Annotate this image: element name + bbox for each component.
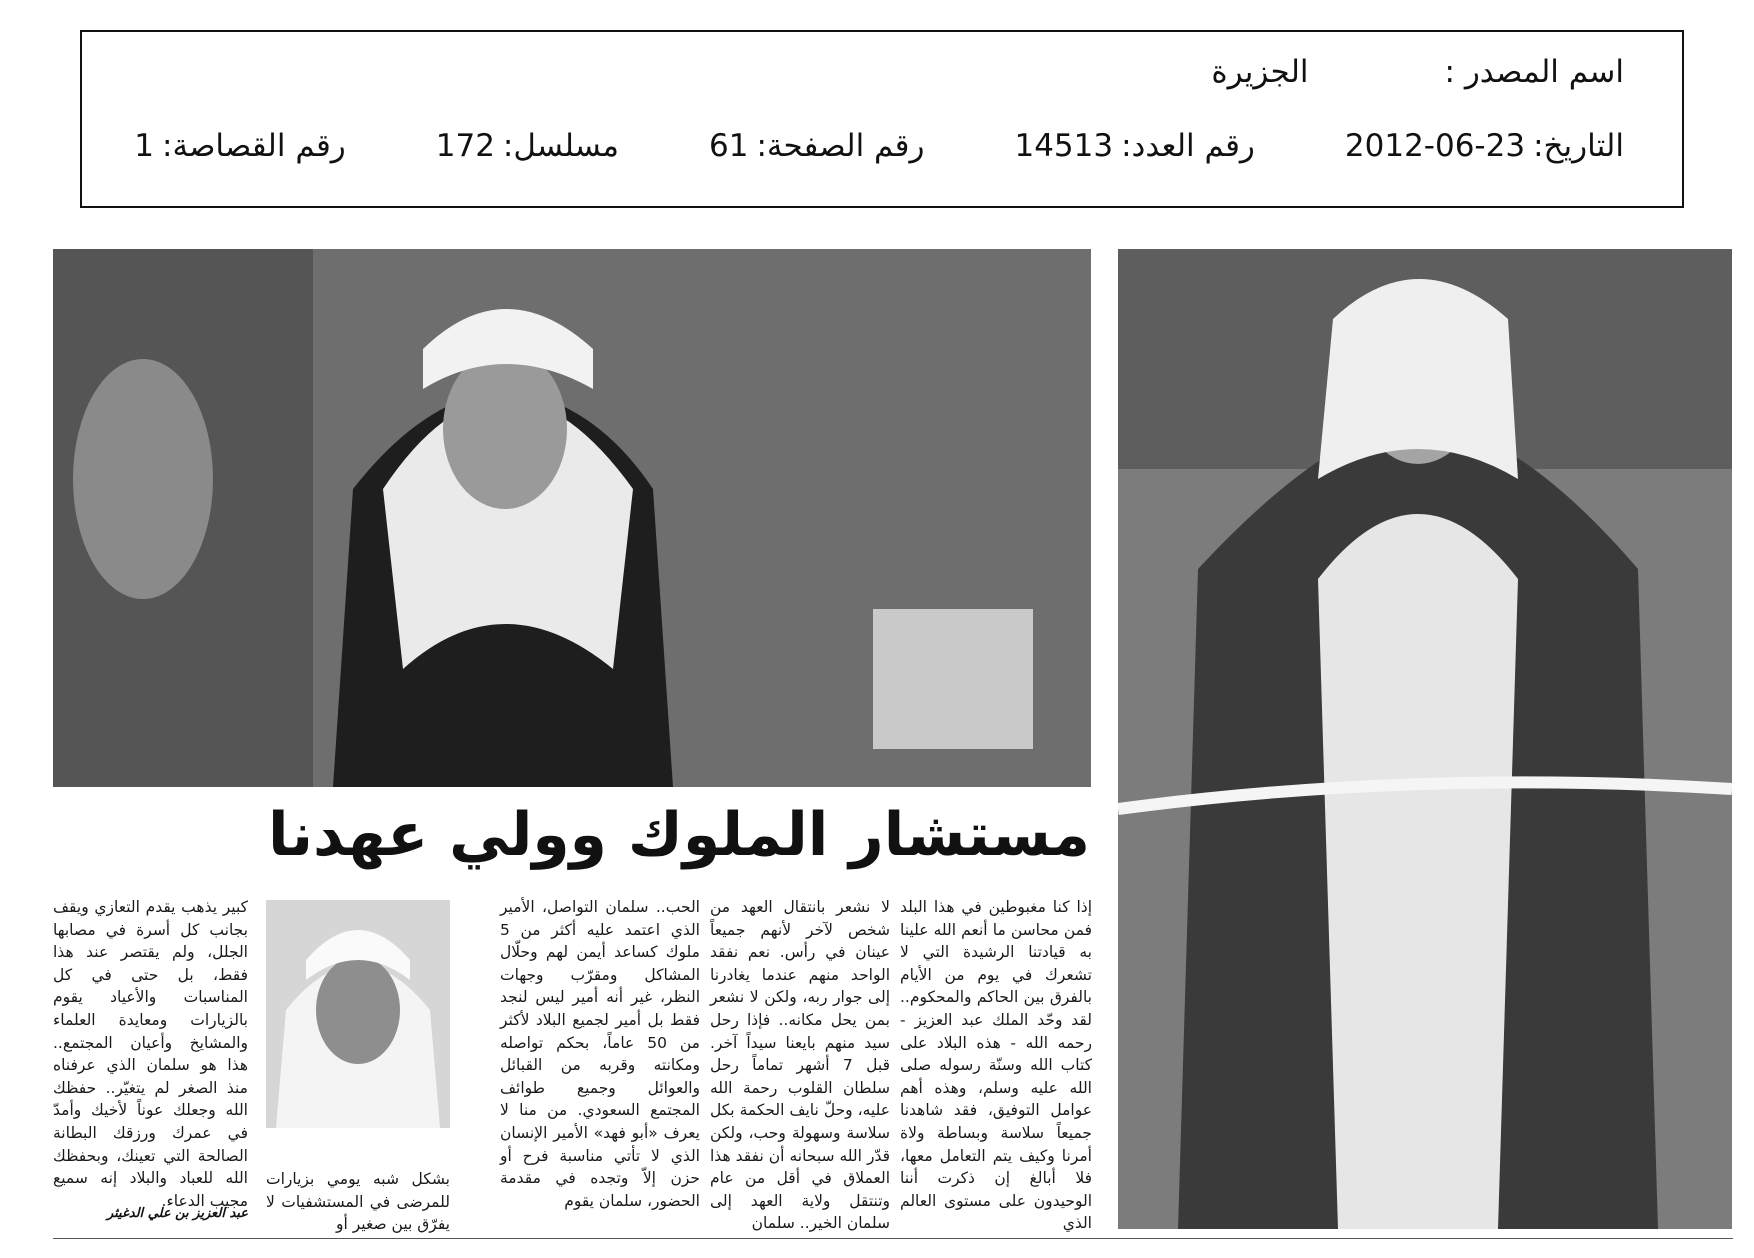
article-column-2: لا نشعر بانتقال العهد من شخص لآخر لأنهم جميعاً عينان في رأس. نعم نفقد الواحد منهم عندما يغادرنا إلى جوار ربه، ولكن لا نشعر بمن يحل مكانه.. فإذا رحل سيد منهم بايعنا سيداً آخر. قبل 7 أشهر تماماً رحل سلطان القلوب رحمة الله عليه، وحلّ نايف الحكمة بكل سلاسة وسهولة وحب، ولكن قدّر الله سبحانه أن نفقد هذا العملاق في أقل من عام وتنتقل ولاية العهد إلى سلمان الخير.. سلمان: [710, 898, 890, 1233]
serial-value: 172: [435, 128, 495, 164]
source-label: اسم المصدر :: [1444, 54, 1624, 90]
date-label: التاريخ:: [1533, 128, 1624, 164]
clip-value: 1: [134, 128, 155, 164]
author-photo: [266, 900, 450, 1128]
date-value: 2012-06-23: [1344, 128, 1526, 164]
photo-main-left: [53, 249, 1091, 787]
page-label: رقم الصفحة:: [756, 128, 925, 164]
photo-main-right: [1118, 249, 1732, 1229]
serial-label: مسلسل:: [502, 128, 620, 164]
source-value: الجزيرة: [1211, 54, 1309, 90]
article-column-1: إذا كنا مغبوطين في هذا البلد فمن محاسن ما أنعم الله علينا به قيادتنا الرشيدة التي لا تشعرك في يوم من الأيام بالفرق بين الحاكم والمحكوم.. لقد وحّد الملك عبد العزيز - رحمه الله - هذه البلاد على كتاب الله وسنّة رسوله صلى الله عليه وسلم، وهذه أهم عوامل التوفيق، فقد شاهدنا جميعاً سلاسة وبساطة ولاة أمرنا وكيف يتم التعامل معها، فلا أبالغ إن ذكرت أننا الوحيدون على مستوى العالم الذي: [900, 898, 1092, 1233]
article-column-3: الحب.. سلمان التواصل، الأمير الذي اعتمد عليه أكثر من 5 ملوك كساعد أيمن لهم وحلّال المشاكل ومقرّب وجهات النظر، غير أنه أمير ليس لنجد فقط بل أمير لجميع البلاد لأكثر من 50 عاماً، بحكم تواصله ومكانته وقربه من القبائل والعوائل وجميع طوائف المجتمع السعودي. من منا لا يعرف «أبو فهد» الأمير الإنسان الذي لا تأتي مناسبة فرح أو حزن إلاّ وتجده في مقدمة الحضور، سلمان يقوم: [500, 898, 700, 1210]
article-column-5: بشكل شبه يومي بزيارات للمرضى في المستشفيات لا يفرّق بين صغير أو: [266, 1170, 450, 1234]
issue-label: رقم العدد:: [1121, 128, 1255, 164]
meta-row: [134, 128, 1624, 164]
page-value: 61: [709, 128, 749, 164]
clip-label: رقم القصاصة:: [162, 128, 346, 164]
source-row: [1211, 54, 1624, 90]
article-headline: مستشار الملوك وولي عهدنا: [267, 800, 1090, 870]
clipping-header: [80, 30, 1684, 208]
article-column-4: كبير يذهب يقدم التعازي ويقف بجانب كل أسرة في مصابها الجلل، ولم يقتصر عند هذا فقط، بل حتى في كل المناسبات والأعياد يقوم بالزيارات ومعايدة العلماء والمشايخ وأعيان المجتمع.. هذا هو سلمان الذي عرفناه منذ الصغر لم يتغيّر.. حفظك الله وجعلك عوناً لأخيك وأمدّ في عمرك ورزقك البطانة الصالحة التي تعينك، وبحفظك الله للعباد والبلاد إنه سميع مجيب الدعاء.: [53, 898, 248, 1210]
issue-value: 14513: [1014, 128, 1114, 164]
author-byline: عبد العزيز بن علي الدغيثر: [106, 1206, 248, 1221]
bottom-rule: [53, 1238, 1733, 1239]
